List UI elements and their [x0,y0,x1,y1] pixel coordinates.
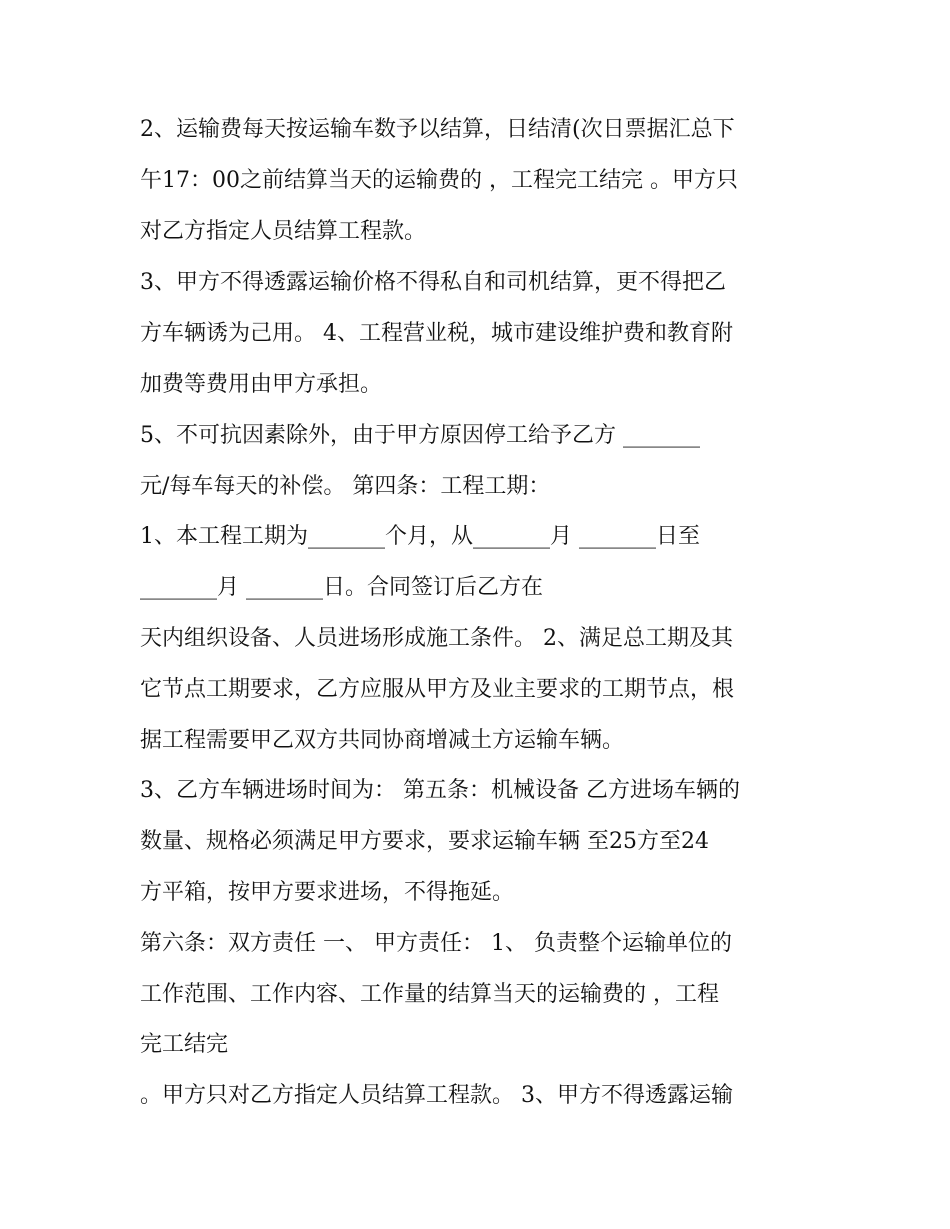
text-line-20: 。甲方只对乙方指定人员结算工程款。 3、甲方不得透露运输 [140,1083,733,1108]
text-line-9: 1、本工程工期为_______个月，从_______月 _______日至 [140,524,700,549]
text-line-18: 工作范围、工作内容、工作量的结算当天的运输费的 ，工程 [140,982,719,1007]
text-line-12: 它节点工期要求，乙方应服从甲方及业主要求的工期节点，根 [140,677,735,702]
text-line-14: 3、乙方车辆进场时间为： 第五条：机械设备 乙方进场车辆的 [140,778,740,803]
text-line-4: 3、甲方不得透露运输价格不得私自和司机结算，更不得把乙 [140,270,726,295]
text-line-15: 数量、规格必须满足甲方要求，要求运输车辆 至25方至24 [140,829,709,854]
text-line-1: 2、运输费每天按运输车数予以结算，日结清(次日票据汇总下 [140,117,735,142]
text-line-17: 第六条：双方责任 一、 甲方责任： 1、 负责整个运输单位的 [140,931,732,956]
text-line-2: 午17：00之前结算当天的运输费的 ，工程完工结完 。甲方只 [140,168,738,193]
text-line-8: 元/每车每天的补偿。 第四条：工程工期： [140,474,551,499]
text-line-13: 据工程需要甲乙双方共同协商增减土方运输车辆。 [140,728,625,753]
text-line-6: 加费等费用由甲方承担。 [140,372,383,397]
text-line-11: 天内组织设备、人员进场形成施工条件。 2、满足总工期及其 [140,626,733,651]
text-line-7: 5、不可抗因素除外，由于甲方原因停工给予乙方 _______ [140,423,700,448]
text-line-5: 方车辆诱为己用。 4、工程营业税，城市建设维护费和教育附 [140,321,733,346]
text-line-3: 对乙方指定人员结算工程款。 [140,219,427,244]
text-line-10: _______月 _______日。合同签订后乙方在 [140,575,543,600]
text-line-16: 方平箱，按甲方要求进场，不得拖延。 [140,880,515,905]
text-line-19: 完工结完 [140,1032,229,1057]
